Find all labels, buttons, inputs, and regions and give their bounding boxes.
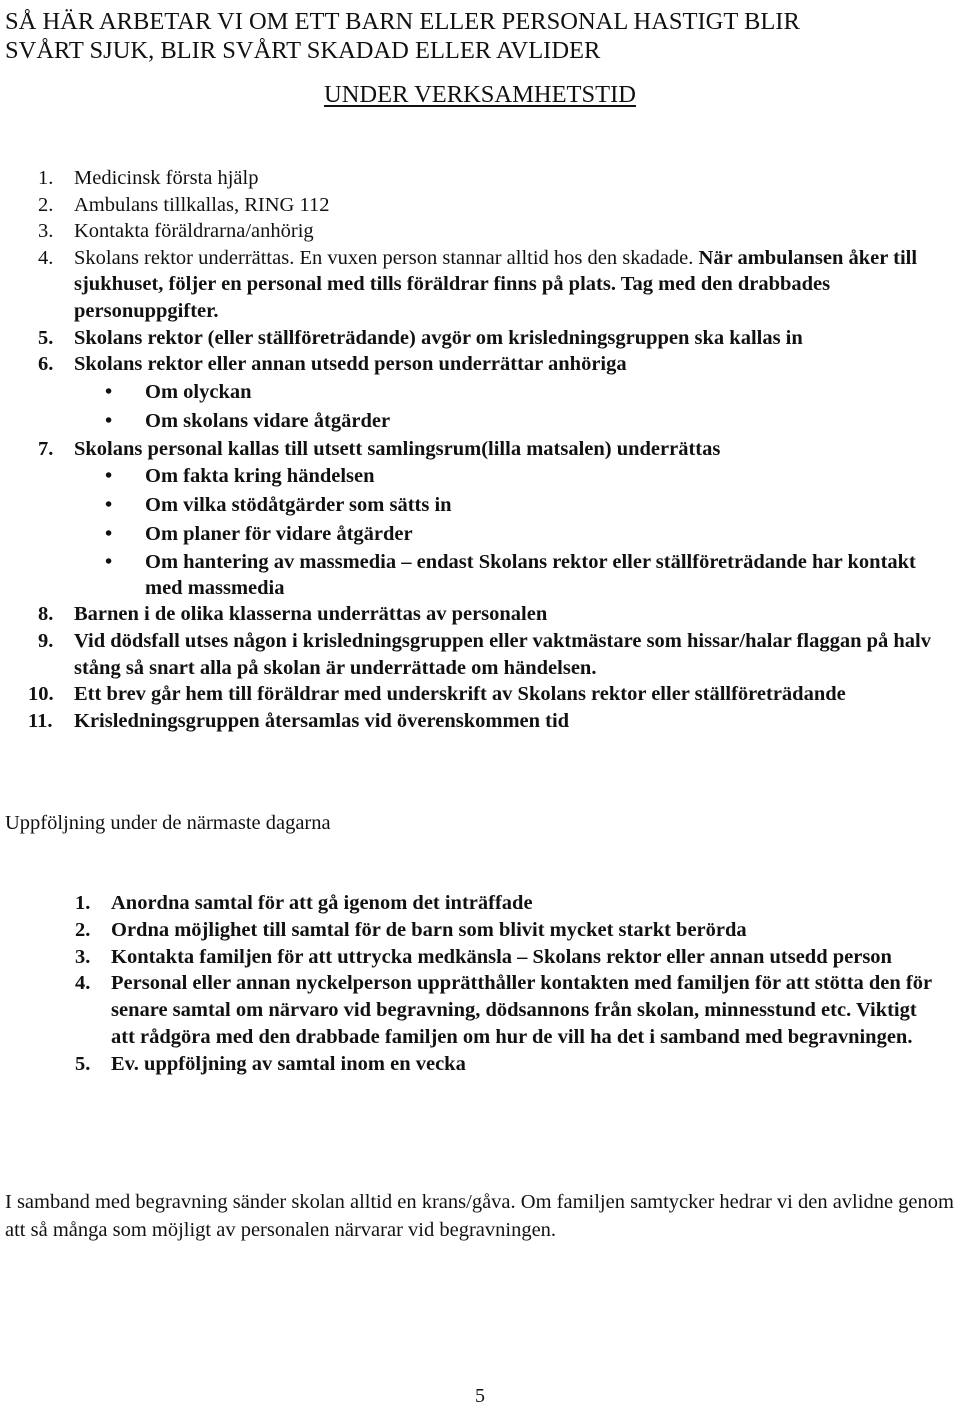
followup-item-3 [75,944,945,971]
bullet-item [74,462,953,491]
step-2 [38,192,953,219]
followup-number: 5. [75,1052,91,1075]
step-number: 11. [28,709,53,732]
step-text: Ambulans tillkallas, RING 112 [74,193,330,216]
step-number: 2. [38,193,54,216]
followup-number: 4. [75,972,91,995]
step-text: Skolans rektor (eller ställföreträdande) avgör om krisledningsgruppen ska kallas in [74,326,803,349]
followup-text: Ordna möjlighet till samtal för de barn som blivit mycket starkt berörda [111,918,747,941]
step-number: 3. [38,220,54,243]
step-number: 1. [38,167,54,189]
bullet-text: Om planer för vidare åtgärder [145,523,413,546]
heading-line-1: SÅ HÄR ARBETAR VI OM ETT BARN ELLER PERSONAL HASTIGT BLIR [5,8,800,35]
followup-item-1 [75,890,945,917]
step-4 [38,245,953,325]
step-11 [28,708,953,735]
bullet-icon: • [105,494,113,517]
bullet-item [74,378,953,407]
step-text: Medicinsk första hjälp [74,167,259,189]
followup-number: 1. [75,892,91,914]
bullet-item [74,407,953,436]
step-number: 6. [38,353,54,376]
followup-number: 3. [75,945,91,968]
step-text-part-a: Skolans rektor underrättas. En vuxen person stannar alltid hos den skadade. [74,246,694,269]
bullet-text: Om skolans vidare åtgärder [145,409,391,432]
bullet-icon: • [105,465,113,488]
followup-text: Anordna samtal för att gå igenom det inträffade [111,892,533,914]
step-text: Vid dödsfall utses någon i krisledningsgruppen eller vaktmästare som hissar/halar flaggan på halv stång så snart alla på skolan är underrättade om händelsen. [74,629,931,679]
bullet-icon: • [105,380,113,403]
bullet-text: Om vilka stödåtgärder som sätts in [145,494,452,517]
followup-text: Ev. uppföljning av samtal inom en vecka [111,1052,466,1075]
bullet-text: Om hantering av massmedia – endast Skolans rektor eller ställföreträdande har kontakt med massmedia [145,551,916,600]
page-number: 5 [475,1385,485,1407]
step-1 [38,165,953,192]
step-text: Barnen i de olika klasserna underrättas av personalen [74,603,548,626]
action-steps-list [28,165,953,734]
step-text: Krisledningsgruppen återsamlas vid överenskommen tid [74,709,570,732]
step-text: Ett brev går hem till föräldrar med underskrift av Skolans rektor eller ställföreträdande [74,683,846,706]
step-text-part-b: När ambulansen åker till sjukhuset, följer en personal med tills föräldrar finns på plats. Tag med den drabbades personuppgifter. [74,246,918,322]
bullet-item [74,491,953,520]
step-text: Kontakta föräldrarna/anhörig [74,220,314,243]
step-number: 7. [38,437,54,460]
step-9 [38,628,953,681]
step-6-bullets [74,378,953,436]
step-number: 8. [38,603,54,626]
followup-item-2 [75,917,945,944]
followup-text: Kontakta familjen för att uttrycka medkänsla – Skolans rektor eller annan utsedd person [111,945,892,968]
followup-item-4 [75,970,945,1050]
step-number: 5. [38,326,54,349]
closing-paragraph: I samband med begravning sänder skolan alltid en krans/gåva. Om familjen samtycker hedrar vi den avlidne genom att så många som möjligt av personalen närvarar vid begravningen. [5,1191,954,1241]
followup-list [75,890,945,1078]
step-7-bullets [74,462,953,601]
step-number: 10. [28,683,54,706]
followup-heading: Uppföljning under de närmaste dagarna [5,812,331,834]
followup-text: Personal eller annan nyckelperson upprätthåller kontakten med familjen för att stötta den för senare samtal om närvaro vid begravning, dödsannons från skolan, minnesstund etc. Viktigt att rådgöra med den drabbade familjen om hur de vill ha det i samband med begravningen. [111,972,932,1048]
bullet-icon: • [105,523,113,546]
step-5 [38,325,953,352]
step-3 [38,218,953,245]
followup-item-5 [75,1051,945,1078]
bullet-icon: • [105,551,113,574]
bullet-item [74,520,953,549]
step-text: Skolans rektor eller annan utsedd person underrättar anhöriga [74,353,627,376]
bullet-text: Om fakta kring händelsen [145,465,375,488]
bullet-icon: • [105,409,113,432]
step-6 [38,351,953,436]
heading-line-3 [0,78,960,112]
step-8 [38,601,953,628]
heading-line-2: SVÅRT SJUK, BLIR SVÅRT SKADAD ELLER AVLIDER [5,37,601,64]
heading-line-3-text: UNDER VERKSAMHETSTID [324,81,636,108]
step-text: Skolans personal kallas till utsett samlingsrum(lilla matsalen) underrättas [74,437,721,460]
bullet-text: Om olyckan [145,380,252,403]
bullet-item [74,549,953,601]
step-7 [38,436,953,602]
step-10 [28,681,953,708]
followup-number: 2. [75,918,91,941]
step-number: 4. [38,246,54,269]
step-number: 9. [38,629,54,652]
